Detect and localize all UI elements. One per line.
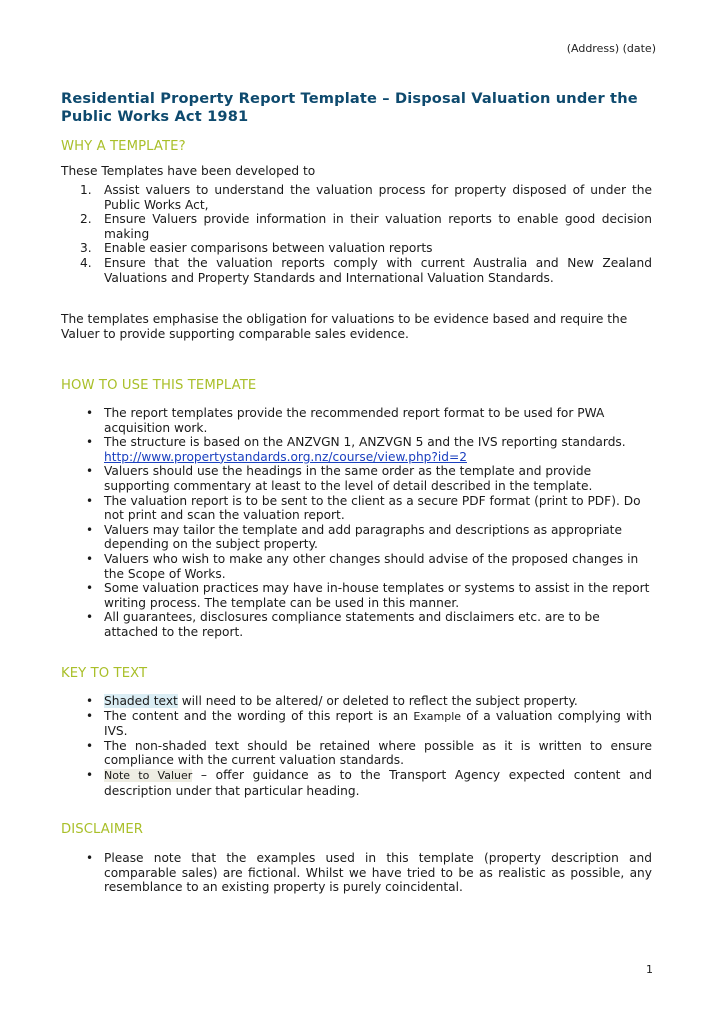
shaded-text-sample: Shaded text xyxy=(104,694,178,708)
bullet-icon: • xyxy=(86,551,94,566)
why-closing: The templates emphasise the obligation for valuations to be evidence based and require the Valuer to provide supporting comparable sales evidence. xyxy=(61,312,628,341)
key-list xyxy=(0,694,725,798)
list-item: • Note to Valuer – offer guidance as to the Transport Agency expected content and description under that particular heading. xyxy=(86,767,652,798)
note-to-valuer-sample: Note to Valuer xyxy=(104,768,193,782)
bullet-icon: • xyxy=(86,851,94,865)
bullet-icon: • xyxy=(86,406,94,420)
list-item: • Some valuation practices may have in-house templates or systems to assist in the report writing process. The template can be used in this manner. xyxy=(86,581,650,610)
how-list xyxy=(0,406,725,640)
page-title: Residential Property Report Template – Disposal Valuation under the Public Works Act 1981 xyxy=(61,90,638,125)
bullet-icon: • xyxy=(86,767,94,782)
list-item: • Valuers should use the headings in the same order as the template and provide supporting commentary at least to the level of detail described in the template. xyxy=(86,464,593,493)
list-item: • The non-shaded text should be retained where possible as it is written to ensure compliance with the current valuation standards. xyxy=(86,738,652,768)
list-item: 2. Ensure Valuers provide information in their valuation reports to enable good decision making xyxy=(80,212,652,241)
list-item: • The report templates provide the recommended report format to be used for PWA acquisition work. xyxy=(86,406,605,435)
list-item: • Please note that the examples used in this template (property description and comparable sales) are fictional. Whilst we have tried to be as realistic as possible, any resemblance to an existing property is purely coincidental. xyxy=(86,851,652,895)
list-item: • Shaded text will need to be altered/ or deleted to reflect the subject property. xyxy=(86,694,578,708)
bullet-icon: • xyxy=(86,464,94,479)
bullet-icon: • xyxy=(86,610,94,625)
list-item: • Valuers may tailor the template and add paragraphs and descriptions as appropriate depending on the subject property. xyxy=(86,522,622,552)
bullet-icon: • xyxy=(86,522,94,537)
list-item: • The valuation report is to be sent to the client as a secure PDF format (print to PDF). Do not print and scan the valuation report. xyxy=(86,493,641,523)
example-text: Example xyxy=(413,709,462,723)
why-list xyxy=(0,183,725,285)
disclaimer-list xyxy=(0,851,725,895)
list-item: 3. Enable easier comparisons between valuation reports xyxy=(80,241,433,256)
property-standards-link[interactable]: http://www.propertystandards.org.nz/course/view.php?id=2 xyxy=(104,449,467,464)
list-item: • Valuers who wish to make any other changes should advise of the proposed changes in the Scope of Works. xyxy=(86,551,639,581)
page-number: 1 xyxy=(646,963,653,976)
heading-how-to-use: HOW TO USE THIS TEMPLATE xyxy=(61,378,257,393)
bullet-icon: • xyxy=(86,581,94,596)
bullet-icon: • xyxy=(86,694,94,708)
list-item: • All guarantees, disclosures compliance statements and disclaimers etc. are to be attached to the report. xyxy=(86,610,600,639)
bullet-icon: • xyxy=(86,435,94,450)
address-date: (Address) (date) xyxy=(566,42,656,55)
heading-disclaimer: DISCLAIMER xyxy=(61,822,144,837)
heading-key-to-text: KEY TO TEXT xyxy=(61,666,148,681)
why-intro: These Templates have been developed to xyxy=(61,164,316,178)
list-item: 1. Assist valuers to understand the valuation process for property disposed of under the Public Works Act, xyxy=(80,183,652,212)
heading-why-template: WHY A TEMPLATE? xyxy=(61,139,186,154)
bullet-icon: • xyxy=(86,493,94,508)
list-item: • The structure is based on the ANZVGN 1, ANZVGN 5 and the IVS reporting standards. http://www.propertystandards.org.nz/course/view.php?id=2 xyxy=(86,435,626,464)
list-item: • The content and the wording of this report is an Example of a valuation complying with IVS. xyxy=(86,708,652,739)
bullet-icon: • xyxy=(86,708,94,723)
bullet-icon: • xyxy=(86,738,94,753)
list-item: 4. Ensure that the valuation reports comply with current Australia and New Zealand Valuations and Property Standards and International Valuation Standards. xyxy=(80,255,652,285)
